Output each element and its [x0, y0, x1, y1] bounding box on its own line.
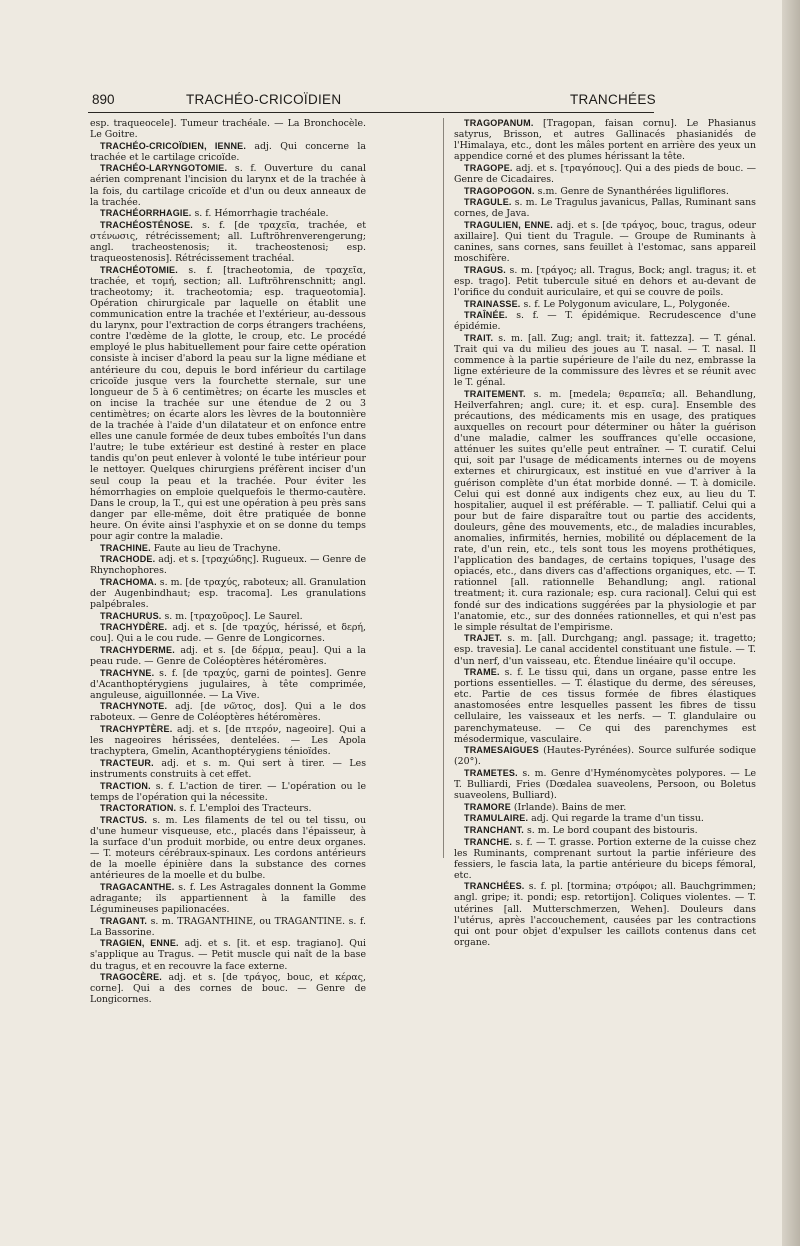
entry-headword: TRAME. — [464, 667, 500, 678]
entry-headword: TRAJET. — [464, 633, 502, 644]
dictionary-entry — [90, 882, 366, 915]
entry-definition: s. m. [τράγος; all. Tragus, Bock; angl. tragus; it. et esp. trago]. Petit tubercule situé en dehors et au-devant de l'orifice du conduit auriculaire, et qui se couvre de poils. — [454, 264, 756, 298]
entry-headword: TRACHOMA. — [100, 576, 157, 587]
dictionary-entry — [90, 645, 366, 667]
dictionary-entry — [90, 724, 366, 757]
dictionary-entry — [454, 186, 756, 197]
dictionary-entry — [90, 815, 366, 882]
entry-definition: s. f. Hémorrhagie trachéale. — [191, 208, 329, 220]
entry-headword: TRAMESAIGUES — [464, 745, 539, 756]
entry-headword: TRACHÉOSTÉNOSE. — [100, 219, 194, 230]
entry-headword: TRANCHÉES. — [464, 881, 525, 892]
entry-headword: TRAGULIEN, ENNE. — [464, 219, 553, 230]
running-header — [88, 90, 656, 112]
entry-headword: TRAMETES. — [464, 767, 518, 778]
entry-headword: TRACHÉO-LARYNGOTOMIE. — [100, 163, 228, 174]
dictionary-entry — [90, 118, 366, 140]
entry-definition: s. f. — T. épidémique. Recrudescence d'une épidémie. — [454, 310, 756, 333]
dictionary-entry — [90, 622, 366, 644]
entry-headword: TRANCHE. — [464, 836, 513, 847]
dictionary-entry — [454, 299, 756, 310]
entry-headword: TRACTION. — [100, 780, 151, 791]
dictionary-entry — [454, 163, 756, 185]
dictionary-entry — [454, 220, 756, 264]
entry-headword: TRAINASSE. — [464, 298, 521, 309]
entry-headword: TRAÎNÉE. — [464, 310, 508, 321]
entry-definition: s. f. Les Astragales donnent la Gomme adragante; ils appartiennent à la famille des Légumineuses papilionacées. — [90, 881, 366, 916]
dictionary-entry — [90, 916, 366, 938]
dictionary-entry — [90, 141, 366, 163]
dictionary-entry — [90, 163, 366, 207]
entry-headword: TRAITEMENT. — [464, 388, 526, 399]
entry-definition: s. f. — T. grasse. Portion externe de la cuisse chez les Ruminants, comprenant surtout la partie inférieure des fessiers, le fascia lata, la partie antérieure du biceps fémoral, etc. — [454, 836, 756, 881]
entry-definition: s. f. [tracheotomia, de τραχεῖα, trachée, et τομή, section; all. Luftröhrenschnitt; angl. tracheotomy; it. tracheotomia; esp. traqueotomia]. Opération chirurgicale par laquelle on établit une communication entre la trachée et l'extérieur, au-dessous du larynx, pour l'extraction de corps étrangers trachéens, contre l'œdème de la glotte, le croup, etc. Le procédé employé le plus habituellement pour faire cette opération consiste à inciser d'abord la peau sur la ligne médiane et antérieure du cou, depuis le bord inférieur du cartilage cricoïde jusque vers la fourchette sternale, sur une longueur de 5 à 6 centimètres; on écarte les muscles et on incise la trachée sur une étendue de 2 ou 3 centimètres; on écarte alors les lèvres de la boutonnière de la trachée à l'aide d'un dilatateur et on enfonce entre elles une canule formée de deux tubes emboîtés l'un dans l'autre; le tube extérieur est destiné à rester en place tandis qu'on peut enlever à volonté le tube intérieur pour le nettoyer. Quelques chirurgiens préfèrent inciser d'un seul coup la peau et la trachée. Pour éviter les hémorrhagies on emploie quelquefois le thermo-cautère. Dans le croup, la T., qui est une opération à peu près sans danger par elle-même, doit être pratiquée de bonne heure. On évite ainsi l'asphyxie et on se donne du temps pour agir contre la maladie. — [90, 264, 366, 542]
dictionary-entry — [90, 543, 366, 554]
dictionary-entry — [454, 118, 756, 162]
entry-definition: s. m. [de τραχύς, raboteux; all. Granulation der Augenbindhaut; esp. tracoma]. Les granulations palpébrales. — [90, 576, 366, 611]
entry-definition: s. m. Le Tragulus javanicus, Pallas, Ruminant sans cornes, de Java. — [454, 197, 756, 220]
entry-headword: TRAGACANTHE. — [100, 881, 175, 892]
entry-headword: TRACHÉO-CRICOÏDIEN, IENNE. — [100, 140, 247, 151]
dictionary-entry — [454, 197, 756, 219]
dictionary-entry — [90, 701, 366, 723]
entry-definition: s. m. [medela; θεραπεῖα; all. Behandlung, Heilverfahren; angl. cure; it. et esp. cura]. Ensemble des précautions, des médicaments mis en usage, des pratiques auxquelles on recourt pour déterminer ou hâter la guérison d'une maladie, calmer les souffrances qu'elle occasione, atténuer les suites qu'elle peut entraîner. — T. curatif. Celui qui, soit par l'usage de médicaments internes ou de moyens externes et chirurgicaux, est institué en vue d'arriver à la guérison complète d'un état morbide donné. — T. à domicile. Celui qui est donné aux indigents chez eux, au lieu du T. hospitalier, auquel il est préférable. — T. palliatif. Celui qui a pour but de faire disparaître tout ou partie des accidents, douleurs, gêne des mouvements, etc., de maladies incurables, anomalies, infirmités, hernies, mobilité ou déplacement de la rate, d'un rein, etc., tels sont tous les moyens prothétiques, l'application des bandages, de certains topiques, l'usage des opiacés, etc., dans divers cas d'affections organiques, etc. — T. rationnel [all. rationnelle Behandlung; angl. rational treatment; it. cura razionale; esp. cura racional]. Celui qui est fondé sur des indications suggérées par la physiologie et par l'anatomie, etc., sur des données rationnelles, et qui n'est pas le simple résultat de l'empirisme. — [454, 388, 756, 633]
entry-definition: s. m. [all. Durchgang; angl. passage; it. tragetto; esp. travesia]. Le canal accidentel constituant une fistule. — T. d'un nerf, d'un vaisseau, etc. Étendue linéaire qu'il occupe. — [454, 633, 756, 667]
entry-definition: adj. et s. [τραγόπους]. Qui a des pieds de bouc. — Genre de Cicadaires. — [454, 162, 756, 185]
entry-headword: TRACTEUR. — [100, 757, 154, 768]
dictionary-entry — [90, 611, 366, 622]
entry-definition: s. m. TRAGANTHINE, ou TRAGANTINE. s. f. La Bassorine. — [90, 915, 366, 938]
dictionary-entry — [90, 265, 366, 542]
entry-headword: TRACHINE. — [100, 542, 151, 553]
entry-definition: adj. Qui concerne la trachée et le cartilage cricoïde. — [90, 140, 366, 163]
page-edge-shadow — [782, 0, 800, 1246]
entry-definition: adj. et s. [de δέρμα, peau]. Qui a la peau rude. — Genre de Coléoptères hétéromères. — [90, 644, 366, 667]
entry-headword: TRANCHANT. — [464, 824, 524, 835]
entry-definition: s. m. Les filaments de tel ou tel tissu, ou d'une humeur visqueuse, etc., placés dans l'épaisseur, à la surface d'un produit morbide, ou entre deux organes. — T. moteurs cérébraux-spinaux. Les cordons antérieurs de la moelle épinière dans la substance des cornes antérieures de la moelle et du bulbe. — [90, 814, 366, 882]
entry-definition: adj. Qui regarde la trame d'un tissu. — [528, 813, 704, 825]
dictionary-entry — [454, 265, 756, 298]
entry-definition: s. f. Le tissu qui, dans un organe, passe entre les portions essentielles. — T. élastique du derme, des séreuses, etc. Partie de ces tissus formée de fibres élastiques anastomosées entre lesquelles passent les fibres de tissu cellulaire, les vaisseaux et les nerfs. — T. glandulaire ou parenchymateuse. — Ce qui des parenchymes est mésodermique, vasculaire. — [454, 667, 756, 745]
entry-headword: TRACHYPTÈRE. — [100, 724, 173, 735]
dictionary-entry — [454, 768, 756, 801]
dictionary-entry — [454, 813, 756, 824]
entry-definition: [Tragopan, faisan cornu]. Le Phasianus satyrus, Brisson, et autres Gallinacés phasianidés de l'Himalaya, etc., dont les mâles portent en arrière des yeux un appendice corné et des plumes hérissant la tête. — [454, 118, 756, 163]
left-column — [90, 118, 366, 1006]
dictionary-entry — [90, 208, 366, 219]
entry-headword: TRAMORE — [464, 801, 511, 812]
entry-headword: TRACHYNE. — [100, 667, 155, 678]
entry-definition: adj. et s. [it. et esp. tragiano]. Qui s'applique au Tragus. — Petit muscle qui naît de la base du tragus, et en recouvre la face externe. — [90, 938, 367, 972]
entry-headword: TRAGOPE. — [464, 162, 513, 173]
entry-definition: adj. [de νῶτος, dos]. Qui a le dos raboteux. — Genre de Coléoptères hétéromères. — [90, 701, 366, 724]
entry-definition: s. f. L'emploi des Tracteurs. — [176, 803, 312, 815]
dictionary-entry — [454, 310, 756, 332]
entry-definition: adj. et s. [de τραχύς, hérissé, et δερή, cou]. Qui a le cou rude. — Genre de Longicornes. — [90, 622, 366, 645]
entry-definition: s. m. [τραχοῦρος]. Le Saurel. — [161, 610, 303, 622]
entry-headword: TRACHÉOTOMIE. — [100, 264, 178, 275]
entry-headword: TRACHYDÈRE. — [100, 622, 168, 633]
entry-definition: adj. et s. [de τράγος, bouc, et κέρας, corne]. Qui a des cornes de bouc. — Genre de Longicornes. — [90, 972, 366, 1006]
entry-headword: TRACTUS. — [100, 814, 148, 825]
entry-definition: esp. traqueocele]. Tumeur trachéale. — La Bronchocèle. Le Goitre. — [90, 118, 366, 141]
entry-definition: s. m. Le bord coupant des bistouris. — [524, 824, 698, 836]
dictionary-entry — [90, 758, 366, 780]
entry-definition: s. f. [de τραχύς, garni de pointes]. Genre d'Acanthoptérygiens jugulaires, à tête comprimée, anguleuse, aiguillonnée. — La Vive. — [90, 667, 366, 701]
page-number: 890 — [92, 92, 115, 107]
dictionary-entry — [90, 577, 366, 610]
entry-definition: adj. et s. [de τράγος, bouc, tragus, odeur axillaire]. Qui tient du Tragule. — Groupe de Ruminants à canines, sans cornes, sans feuillet à l'estomac, sans appareil moschifère. — [454, 219, 756, 265]
entry-definition: Faute au lieu de Trachyne. — [150, 542, 281, 554]
entry-headword: TRACHODE. — [100, 554, 156, 565]
dictionary-entry — [454, 745, 756, 767]
entry-headword: TRAGOPOGON. — [464, 185, 535, 196]
entry-headword: TRAIT. — [464, 332, 494, 343]
entry-headword: TRACHURUS. — [100, 610, 162, 621]
dictionary-entry — [454, 837, 756, 881]
column-divider — [443, 118, 444, 858]
entry-definition: adj. et s. m. Qui sert à tirer. — Les instruments construits à cet effet. — [90, 757, 366, 780]
right-column — [454, 118, 756, 948]
header-rule — [88, 112, 654, 113]
dictionary-entry — [454, 881, 756, 948]
entry-headword: TRAGOPANUM. — [464, 118, 534, 128]
entry-headword: TRAGULE. — [464, 197, 512, 208]
entry-headword: TRAMULAIRE. — [464, 813, 529, 824]
entry-headword: TRACHÉORRHAGIE. — [100, 208, 192, 219]
entry-definition: (Hautes-Pyrénées). Source sulfurée sodique (20°). — [454, 745, 756, 768]
dictionary-entry — [454, 389, 756, 633]
entry-definition: s.m. Genre de Synanthérées liguliflores. — [534, 185, 729, 197]
entry-headword: TRACHYNOTE. — [100, 701, 168, 712]
entry-definition: (Irlande). Bains de mer. — [510, 801, 627, 813]
entry-definition: s. f. pl. [tormina; στρόφοι; all. Bauchgrimmen; angl. gripe; it. pondi; esp. retortijon]. Coliques violentes. — T. utérines [all. Mutterschmerzen, Wehen]. Douleurs dans l'utérus, après l'accouchement, causées par les contractions qui ont pour objet d'expulser les caillots contenus dans cet organe. — [454, 881, 756, 948]
dictionary-entry — [90, 972, 366, 1005]
entry-definition: s. f. L'action de tirer. — L'opération ou le temps de l'opération qui la nécessite. — [90, 780, 366, 803]
dictionary-entry — [90, 938, 366, 971]
dictionary-entry — [454, 667, 756, 745]
dictionary-entry — [454, 825, 756, 836]
entry-definition: s. f. [de τραχεῖα, trachée, et στένωσις, rétrécissement; all. Luftröhrenverengerung; angl. tracheostenosis; it. tracheostenosi; esp. traqueostenosis]. Rétrécissement trachéal. — [90, 219, 366, 265]
dictionary-entry — [454, 333, 756, 388]
entry-headword: TRAGUS. — [464, 264, 506, 275]
entry-headword: TRACHYDERME. — [100, 644, 175, 655]
entry-headword: TRAGOCÈRE. — [100, 972, 163, 983]
dictionary-entry — [90, 803, 366, 814]
header-left-title: TRACHÉO-CRICOÏDIEN — [186, 92, 342, 107]
entry-definition: s. m. Genre d'Hyménomycètes polypores. — Le T. Bulliardi, Fries (Dœdalea suaveolens, Persoon, ou Boletus suaveolens, Bulliard). — [454, 767, 756, 802]
dictionary-entry — [90, 554, 366, 576]
dictionary-entry — [90, 781, 366, 803]
header-right-title: TRANCHÉES — [570, 92, 656, 107]
entry-definition: s. f. Le Polygonum aviculare, L., Polygonée. — [520, 298, 731, 310]
entry-headword: TRACTORATION. — [100, 803, 177, 814]
entry-definition: adj. et s. [de πτερόν, nageoire]. Qui a les nageoires hérissées, dentelées. — Les Apola trachyptera, Gmelin, Acanthoptérygiens ténioïdes. — [90, 724, 366, 758]
entry-headword: TRAGANT. — [100, 915, 148, 926]
entry-definition: adj. et s. [τραχώδης]. Rugueux. — Genre de Rhynchophores. — [90, 554, 366, 577]
dictionary-entry — [90, 668, 366, 701]
dictionary-entry — [454, 802, 756, 813]
entry-definition: s. m. [all. Zug; angl. trait; it. fattezza]. — T. génal. Trait qui va du milieu des joues au T. nasal. — T. nasal. Il commence à la partie supérieure de l'aile du nez, embrasse la ligne extérieure de la commissure des lèvres et se réunit avec le T. génal. — [454, 332, 756, 389]
dictionary-entry — [454, 633, 756, 666]
entry-headword: TRAGIEN, ENNE. — [100, 938, 179, 949]
dictionary-entry — [90, 220, 366, 264]
entry-definition: s. f. Ouverture du canal aérien comprenant l'incision du larynx et de la trachée à la fois, du cartilage cricoïde et d'un ou deux anneaux de la trachée. — [90, 163, 366, 208]
